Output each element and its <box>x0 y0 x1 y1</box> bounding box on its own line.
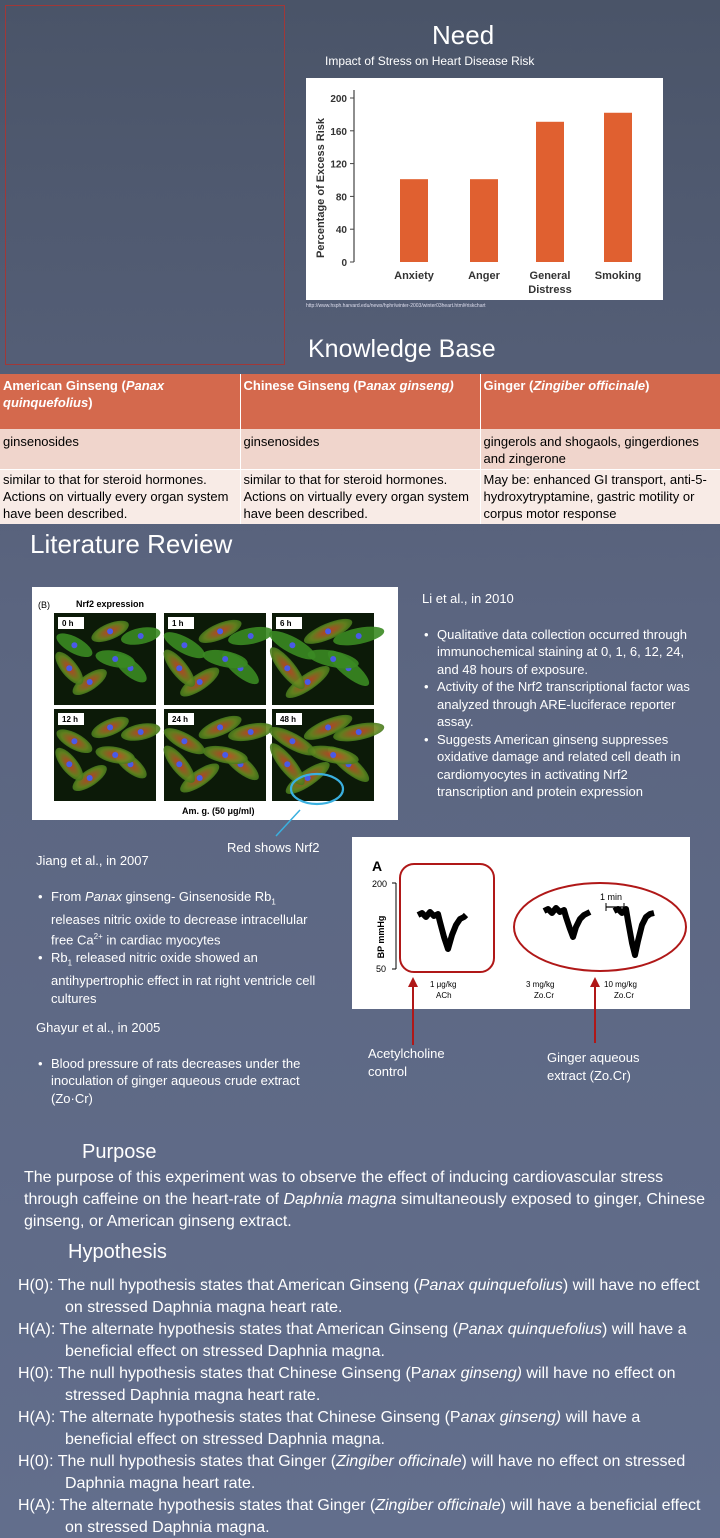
li-heading: Li et al., in 2010 <box>422 591 514 606</box>
bp-dose-label: 10 mg/kg <box>604 980 637 989</box>
x-category-label: Distress <box>528 284 572 296</box>
y-tick-label: 160 <box>330 126 347 138</box>
panel-label: (B) <box>38 600 50 610</box>
col-header-ginger: Ginger (Zingiber officinale) <box>480 374 720 429</box>
hypothesis-list <box>18 1275 708 1538</box>
need-title: Need <box>432 20 495 50</box>
x-category-label: Smoking <box>594 270 642 282</box>
y-tick-label: 0 <box>341 258 347 269</box>
time-label: 12 h <box>62 715 79 724</box>
hypothesis-item: H(0): The null hypothesis states that American Ginseng (Panax quinquefolius) will have no effect on stressed Daphnia magna heart rate. <box>18 1277 700 1316</box>
red-shows-nrf2-note: Red shows Nrf2 <box>227 840 320 855</box>
bp-y-bottom: 50 <box>376 964 387 974</box>
pointer-line <box>270 808 310 838</box>
hypothesis-item: H(A): The alternate hypothesis states that American Ginseng (Panax quinquefolius) will have a beneficial effect on stressed Daphnia magna. <box>18 1321 687 1360</box>
li-bullet: • Activity of the Nrf2 transcriptional factor was analyzed through ARE-luciferace reporter assay. <box>422 678 702 731</box>
figure-heading: Nrf2 expression <box>76 599 145 609</box>
microscopy-panel <box>159 709 275 801</box>
need-subtitle: Impact of Stress on Heart Disease Risk <box>325 54 535 68</box>
hypothesis-title: Hypothesis <box>68 1241 167 1263</box>
microscopy-panel <box>265 613 386 705</box>
microscopy-panel <box>51 709 162 801</box>
time-label: 1 h <box>172 619 184 628</box>
table-cell: ginsenosides <box>240 429 480 470</box>
hypothesis-item: H(A): The alternate hypothesis states that Ginger (Zingiber officinale) will have a beneficial effect on stressed Daphnia magna. <box>18 1497 701 1536</box>
purpose-title: Purpose <box>82 1141 157 1163</box>
ghayur-2005-summary <box>36 1019 336 1107</box>
table-row <box>0 470 720 525</box>
time-label: 0 h <box>62 619 74 628</box>
jiang-2007-summary <box>36 852 326 1007</box>
bp-y-label: BP mmHg <box>376 915 386 959</box>
purpose-text: The purpose of this experiment was to observe the effect of inducing cardiovascular stress through caffeine on the heart-rate of Daphnia magna simultaneously exposed to ginger, Chinese ginseng, or American ginseng extract. <box>24 1169 706 1230</box>
y-tick-label: 80 <box>335 192 347 204</box>
bp-y-top: 200 <box>372 879 388 889</box>
figure-caption: Am. g. (50 μg/ml) <box>182 806 255 816</box>
li-2010-summary <box>422 590 702 801</box>
ginger-extract-label: Ginger aqueous extract (Zo.Cr) <box>547 1050 640 1083</box>
bp-trace-zocr-10 <box>614 909 654 955</box>
table-cell: ginsenosides <box>0 429 240 470</box>
bp-agent-label: Zo.Cr <box>534 991 554 1000</box>
table-cell: similar to that for steroid hormones. Actions on virtually every organ system have been described. <box>240 470 480 525</box>
bp-time-scale: 1 min <box>600 892 623 902</box>
li-bullet: • Suggests American ginseng suppresses oxidative damage and related cell death in cardiomyocytes in activating Nrf2 transcription and protein expression <box>422 731 702 801</box>
acetylcholine-label: Acetylcholine control <box>368 1046 445 1079</box>
hypothesis-item: H(0): The null hypothesis states that Chinese Ginseng (Panax ginseng) will have no effect on stressed Daphnia magna heart rate. <box>18 1365 676 1404</box>
bp-trace-ach <box>418 912 466 949</box>
ghayur-bullet: • Blood pressure of rats decreases under the inoculation of ginger aqueous crude extract (Zo·Cr) <box>36 1055 336 1108</box>
col-header-chinese-ginseng: Chinese Ginseng (Panax ginseng) <box>240 374 480 429</box>
ach-highlight-box <box>400 864 494 972</box>
jiang-bullet: • From Panax ginseng- Ginsenoside $Rb_1$ releases nitric oxide to decrease intracellular free $Ca^{2+}$ in cardiac myocytes <box>36 888 326 949</box>
stress-risk-chart <box>306 78 663 300</box>
hypothesis-item: H(0): The null hypothesis states that Ginger (Zingiber officinale) will have no effect on stressed Daphnia magna heart rate. <box>18 1453 686 1492</box>
bp-dose-label: 3 mg/kg <box>526 980 555 989</box>
table-cell: similar to that for steroid hormones. Actions on virtually every organ system have been described. <box>0 470 240 525</box>
x-category-label: General <box>529 270 571 282</box>
y-axis-label: Percentage of Excess Risk <box>315 117 327 259</box>
microscopy-panel <box>51 613 162 705</box>
jiang-heading: Jiang et al., in 2007 <box>36 853 149 868</box>
annotation-arrows <box>400 975 620 1047</box>
bp-agent-label: Zo.Cr <box>614 991 634 1000</box>
knowledge-base-table <box>0 374 720 524</box>
literature-review-title: Literature Review <box>30 529 233 559</box>
bp-trace-zocr-3 <box>544 908 590 937</box>
bp-agent-label: ACh <box>436 991 452 1000</box>
ghayur-heading: Ghayur et al., in 2005 <box>36 1020 161 1035</box>
time-label: 24 h <box>172 715 189 724</box>
microscopy-panel <box>159 613 275 705</box>
y-tick-label: 120 <box>330 159 347 171</box>
x-category-label: Anxiety <box>394 270 434 282</box>
col-header-american-ginseng: American Ginseng (Panax quinquefolius) <box>0 374 240 429</box>
bp-panel-label: A <box>372 858 383 874</box>
knowledge-base-title: Knowledge Base <box>308 335 496 363</box>
li-bullet: • Qualitative data collection occurred through immunochemical staining at 0, 1, 6, 12, 24, and 48 hours of exposure. <box>422 626 702 679</box>
time-label: 6 h <box>280 619 292 628</box>
y-tick-label: 40 <box>335 225 347 237</box>
y-tick-label: 200 <box>330 94 347 105</box>
hypothesis-item: H(A): The alternate hypothesis states that Chinese Ginseng (Panax ginseng) will have a beneficial effect on stressed Daphnia magna. <box>18 1409 641 1448</box>
chart-source-url[interactable]: http://www.hsph.harvard.edu/news/hphr/winter-2003/winter03heart.html#riskchart <box>306 303 486 309</box>
table-row <box>0 429 720 470</box>
bar <box>536 122 564 262</box>
bp-dose-label: 1 μg/kg <box>430 980 457 989</box>
bar <box>604 113 632 262</box>
bar <box>470 179 498 262</box>
x-category-label: Anger <box>468 270 500 282</box>
nrf2-expression-figure <box>32 587 398 820</box>
bar <box>400 179 428 262</box>
empty-frame <box>5 5 285 365</box>
table-cell: gingerols and shogaols, gingerdiones and zingerone <box>480 429 720 470</box>
microscopy-panel <box>265 709 386 801</box>
jiang-bullet: • $Rb_1$ released nitric oxide showed an antihypertrophic effect in rat right ventricle cell cultures <box>36 949 326 1007</box>
time-label: 48 h <box>280 715 297 724</box>
table-cell: May be: enhanced GI transport, anti-5-hydroxytryptamine, gastric motility or corpus motor response <box>480 470 720 525</box>
